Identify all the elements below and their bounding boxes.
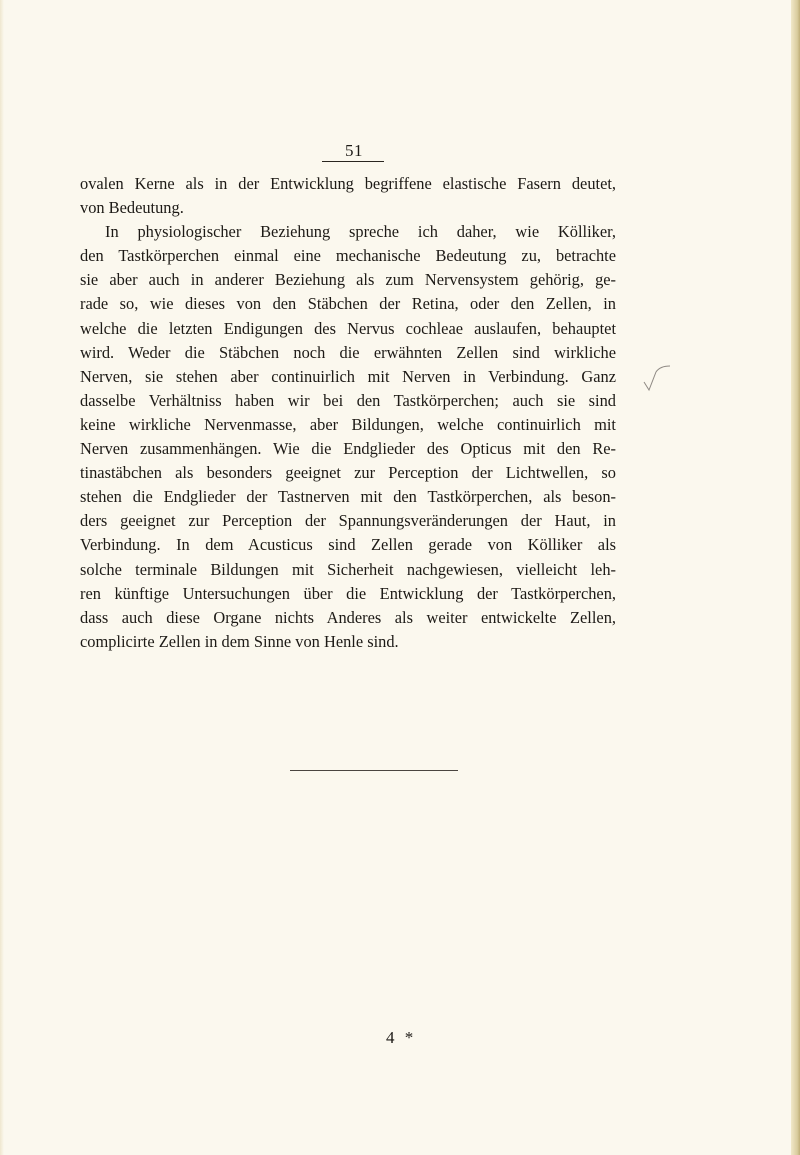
text-line: ders geeignet zur Perception der Spannungsveränderungen der Haut, in (80, 511, 616, 531)
text-line: den Tastkörperchen einmal eine mechanische Bedeutung zu, betrachte (80, 246, 616, 266)
text-line: von Bedeutung. (80, 198, 184, 218)
text-line: In physiologischer Beziehung spreche ich daher, wie Kölliker, (105, 222, 616, 242)
text-line: keine wirkliche Nervenmasse, aber Bildungen, welche continuirlich mit (80, 414, 616, 434)
body-text (80, 172, 616, 654)
text-line: Verbindung. In dem Acusticus sind Zellen gerade von Kölliker als (80, 535, 616, 555)
text-line: ren künftige Untersuchungen über die Entwicklung der Tastkörperchen, (80, 583, 616, 603)
page-number: 51 (345, 141, 363, 160)
page-number-rule (322, 161, 384, 162)
signature-mark: 4 * (386, 1028, 417, 1047)
text-line: wird. Weder die Stäbchen noch die erwähnten Zellen sind wirkliche (80, 342, 616, 362)
separator-rule (290, 770, 458, 771)
page-right-edge (791, 0, 800, 1155)
text-line: ovalen Kerne als in der Entwicklung begriffene elastische Fasern deutet, (80, 174, 616, 193)
page-left-edge (0, 0, 4, 1155)
text-line: rade so, wie dieses von den Stäbchen der Retina, oder den Zellen, in (80, 294, 616, 314)
text-line: tinastäbchen als besonders geeignet zur Perception der Lichtwellen, so (80, 463, 616, 483)
text-line: complicirte Zellen in dem Sinne von Henle sind. (80, 631, 399, 651)
text-line: welche die letzten Endigungen des Nervus cochleae auslaufen, behauptet (80, 318, 616, 338)
text-line: stehen die Endglieder der Tastnerven mit den Tastkörperchen, als beson- (80, 487, 616, 507)
text-line: Nerven zusammenhängen. Wie die Endglieder des Opticus mit den Re- (80, 439, 616, 459)
text-line: sie aber auch in anderer Beziehung als zum Nervensystem gehörig, ge- (80, 270, 616, 290)
text-line: dass auch diese Organe nichts Anderes als weiter entwickelte Zellen, (80, 607, 616, 627)
margin-pencil-mark-icon (640, 360, 680, 400)
text-line: dasselbe Verhältniss haben wir bei den Tastkörperchen; auch sie sind (80, 390, 616, 410)
text-line: Nerven, sie stehen aber continuirlich mit Nerven in Verbindung. Ganz (80, 366, 616, 386)
text-line: solche terminale Bildungen mit Sicherheit nachgewiesen, vielleicht leh- (80, 559, 616, 579)
